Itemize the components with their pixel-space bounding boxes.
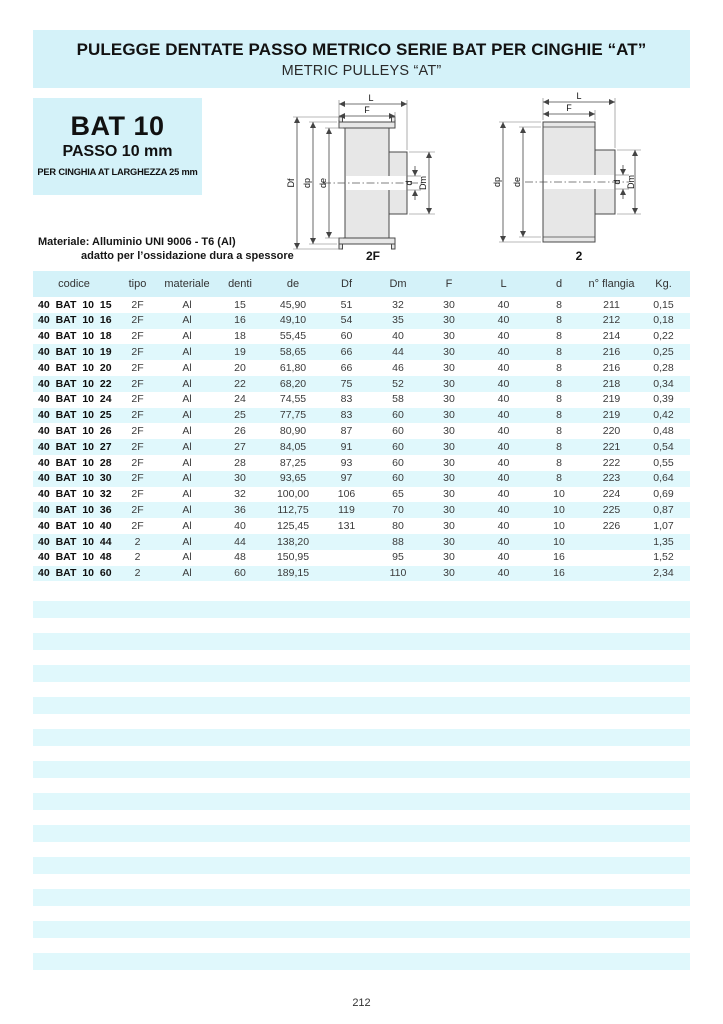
cell: 2F [131, 425, 144, 438]
cell: Al [182, 361, 192, 374]
table-row [33, 360, 690, 376]
column-header: Df [320, 271, 373, 297]
cell: 214 [602, 330, 621, 343]
page-subtitle: METRIC PULLEYS “AT” [281, 63, 442, 79]
cell: 40 [497, 551, 510, 564]
table-row [33, 313, 690, 329]
cell-codice: 40 BAT 10 44 [38, 535, 112, 548]
product-pitch: PASSO 10 mm [62, 143, 173, 160]
cell-codice: 40 BAT 10 32 [38, 488, 112, 501]
cell: 95 [392, 551, 404, 564]
cell [320, 534, 373, 550]
cell: 150,95 [276, 551, 310, 564]
cell: 32 [392, 298, 404, 311]
cell: Al [182, 377, 192, 390]
cell [586, 566, 637, 582]
cell: 8 [556, 314, 562, 327]
empty-stripe [33, 665, 690, 682]
cell: 224 [602, 488, 621, 501]
cell: 40 [497, 393, 510, 406]
cell: 40 [497, 377, 510, 390]
cell: 0,55 [653, 456, 674, 469]
cell: 48 [234, 551, 246, 564]
cell: 40 [497, 346, 510, 359]
cell: 77,75 [279, 409, 307, 422]
table-row [33, 502, 690, 518]
cell: 119 [338, 504, 355, 516]
cell: 91 [340, 440, 353, 453]
cell: Al [182, 409, 192, 422]
cell: 40 [497, 519, 510, 532]
cell: 58,65 [279, 346, 307, 359]
cell: 2 [134, 551, 141, 564]
cell: 30 [234, 472, 246, 485]
cell: 88 [392, 535, 404, 548]
cell: 218 [602, 377, 621, 390]
column-header: L [475, 271, 532, 297]
cell: Al [182, 440, 192, 453]
cell: 40 [392, 330, 404, 343]
cell: 2F [131, 314, 144, 327]
cell: Al [182, 504, 192, 516]
empty-stripe [33, 697, 690, 714]
cell: Al [182, 551, 192, 564]
cell: 83 [340, 393, 353, 406]
dim-label-L: L [368, 93, 374, 103]
cell: 2F [131, 409, 144, 422]
cell: 28 [234, 456, 246, 469]
cell: 216 [602, 361, 621, 374]
cell: 0,54 [653, 440, 674, 453]
cell: 219 [602, 393, 621, 406]
cell: 66 [340, 346, 353, 359]
cell: 0,39 [653, 393, 674, 406]
cell: 80,90 [279, 425, 307, 438]
empty-stripe [33, 889, 690, 906]
cell: 40 [234, 519, 246, 532]
cell: 35 [392, 314, 404, 327]
product-box [33, 98, 202, 195]
table-row [33, 297, 690, 313]
cell: 0,42 [653, 409, 674, 422]
cell: 30 [443, 298, 455, 311]
cell: 106 [337, 488, 356, 501]
cell: 20 [234, 361, 246, 374]
cell: 212 [602, 314, 621, 327]
pulley-diagram-2f [283, 88, 441, 262]
cell: Al [182, 519, 192, 532]
cell: 30 [443, 330, 455, 343]
cell: 93 [340, 456, 353, 469]
cell [586, 534, 637, 550]
dim-label-L: L [576, 91, 582, 101]
table-header-row [33, 271, 690, 297]
cell: 0,15 [653, 298, 674, 311]
table-row [33, 487, 690, 503]
cell: 10 [553, 504, 565, 516]
cell: 30 [443, 456, 455, 469]
cell: 66 [340, 361, 353, 374]
cell: 60 [234, 567, 246, 580]
cell: Al [182, 472, 192, 485]
cell: 1,52 [653, 551, 674, 564]
empty-stripe [33, 825, 690, 842]
table-row [33, 392, 690, 408]
cell: 131 [337, 519, 356, 532]
empty-stripe [33, 729, 690, 746]
cell: 8 [556, 456, 562, 469]
cell: 55,45 [279, 330, 307, 343]
column-header: d [532, 271, 586, 297]
cell: Al [182, 567, 192, 580]
cell-codice: 40 BAT 10 27 [38, 440, 112, 453]
cell: 2F [131, 361, 144, 374]
material-note [38, 236, 294, 263]
cell: 225 [602, 504, 621, 516]
cell-codice: 40 BAT 10 15 [38, 298, 112, 311]
cell: 2F [131, 504, 144, 516]
cell: 93,65 [279, 472, 307, 485]
cell: 8 [556, 361, 562, 374]
column-header: Kg. [637, 271, 690, 297]
cell: 40 [497, 567, 510, 580]
cell: 60 [392, 409, 404, 422]
cell: Al [182, 314, 192, 327]
page-title: PULEGGE DENTATE PASSO METRICO SERIE BAT PER CINGHIE “AT” [76, 40, 647, 59]
cell: 24 [234, 393, 246, 406]
cell: 8 [556, 393, 562, 406]
table-row [33, 550, 690, 566]
cell: 0,34 [653, 377, 674, 390]
cell: 2F [131, 393, 144, 406]
material-line-2: adatto per l’ossidazione dura a spessore [81, 249, 294, 262]
cell: 60 [392, 472, 404, 485]
cell: 8 [556, 409, 562, 422]
cell: 138,20 [276, 535, 310, 548]
table-row [33, 344, 690, 360]
cell: 0,48 [653, 425, 674, 438]
diagram-caption-2: 2 [575, 249, 583, 262]
cell: 19 [234, 346, 246, 359]
cell: 2F [131, 440, 144, 453]
dim-label-dp: dp [302, 177, 312, 189]
dim-label-d: d [612, 179, 622, 185]
empty-stripe [33, 761, 690, 778]
table-row [33, 518, 690, 534]
cell: 8 [556, 377, 562, 390]
cell: 219 [602, 409, 621, 422]
dim-label-Dm: Dm [626, 175, 636, 189]
cell: 2F [131, 346, 144, 359]
cell: 16 [553, 551, 565, 564]
cell: 2F [131, 298, 144, 311]
dim-label-dp: dp [492, 176, 502, 188]
cell: 87 [340, 425, 353, 438]
cell: Al [182, 298, 192, 311]
cell: 46 [392, 361, 404, 374]
cell: 30 [443, 377, 455, 390]
cell: 0,64 [653, 472, 674, 485]
column-header: denti [214, 271, 266, 297]
cell: 60 [392, 425, 404, 438]
cell: 30 [443, 567, 455, 580]
cell: 30 [443, 535, 455, 548]
cell: 80 [392, 519, 404, 532]
cell: 61,80 [279, 361, 307, 374]
cell: 40 [497, 298, 510, 311]
cell: Al [182, 346, 192, 359]
table-row [33, 408, 690, 424]
cell: 112,75 [277, 504, 309, 516]
empty-stripe [33, 793, 690, 810]
cell: 25 [234, 409, 246, 422]
cell: 36 [234, 504, 246, 516]
product-belt-note: PER CINGHIA AT LARGHEZZA 25 mm [37, 167, 198, 177]
table-row [33, 329, 690, 345]
cell: 40 [497, 488, 510, 501]
product-name: BAT 10 [70, 111, 165, 141]
cell: 221 [602, 440, 621, 453]
cell: 40 [497, 440, 510, 453]
cell: 2,34 [653, 567, 674, 580]
cell: 40 [497, 472, 510, 485]
table-row [33, 439, 690, 455]
cell: 45,90 [279, 298, 307, 311]
cell: 26 [234, 425, 246, 438]
cell: 10 [553, 535, 565, 548]
column-header: de [266, 271, 320, 297]
cell: 44 [234, 535, 246, 548]
cell: 30 [443, 314, 455, 327]
cell: 40 [497, 314, 510, 327]
cell: 2F [131, 488, 144, 501]
empty-stripe [33, 633, 690, 650]
cell-codice: 40 BAT 10 28 [38, 456, 112, 469]
cell-codice: 40 BAT 10 60 [38, 567, 112, 580]
cell: 60 [392, 440, 404, 453]
cell-codice: 40 BAT 10 48 [38, 551, 112, 564]
cell: Al [182, 330, 192, 343]
cell-codice: 40 BAT 10 20 [38, 361, 112, 374]
cell: 40 [497, 504, 510, 516]
cell: 30 [443, 519, 455, 532]
cell: 30 [443, 393, 455, 406]
cell: 223 [602, 472, 621, 485]
dim-label-de: de [318, 177, 328, 189]
cell: 30 [443, 488, 455, 501]
cell-codice: 40 BAT 10 30 [38, 472, 112, 485]
cell: 27 [234, 440, 246, 453]
cell-codice: 40 BAT 10 18 [38, 330, 112, 343]
table-row [33, 566, 690, 582]
cell: 0,25 [653, 346, 674, 359]
cell: 226 [602, 519, 621, 532]
cell: 15 [234, 298, 246, 311]
material-line-1: Materiale: Alluminio UNI 9006 - T6 (Al) [38, 236, 236, 248]
cell: 30 [443, 440, 455, 453]
cell: 0,18 [653, 314, 674, 327]
cell: 75 [340, 377, 353, 390]
cell: 0,22 [653, 330, 674, 343]
cell: 30 [443, 504, 455, 516]
cell: 70 [392, 504, 404, 516]
cell: 2 [134, 567, 141, 580]
table-row [33, 534, 690, 550]
dim-label-d: d [404, 180, 414, 186]
cell: 49,10 [279, 314, 307, 327]
cell: 40 [497, 409, 510, 422]
cell-codice: 40 BAT 10 36 [38, 504, 112, 516]
cell-codice: 40 BAT 10 26 [38, 425, 112, 438]
cell: 83 [340, 409, 353, 422]
cell-codice: 40 BAT 10 22 [38, 377, 112, 390]
cell: 58 [392, 393, 404, 406]
cell: 10 [553, 519, 565, 532]
cell: 0,28 [653, 361, 674, 374]
cell: 97 [340, 472, 353, 485]
cell-codice: 40 BAT 10 25 [38, 409, 112, 422]
cell: 1,07 [653, 519, 674, 532]
cell: 0,69 [653, 488, 674, 501]
empty-stripe [33, 857, 690, 874]
cell: 16 [553, 567, 565, 580]
cell: 52 [392, 377, 404, 390]
cell: 1,35 [653, 535, 674, 548]
cell: 44 [392, 346, 404, 359]
cell: 216 [602, 346, 621, 359]
cell: 220 [602, 425, 621, 438]
cell: 18 [234, 330, 246, 343]
cell: 40 [497, 330, 510, 343]
cell: 2F [131, 456, 144, 469]
cell: 10 [553, 488, 565, 501]
table-row [33, 471, 690, 487]
cell: 125,45 [276, 519, 310, 532]
cell: 2F [131, 472, 144, 485]
empty-stripe [33, 953, 690, 970]
cell: 32 [234, 488, 246, 501]
table-row [33, 455, 690, 471]
cell: 0,87 [653, 504, 674, 516]
page-number: 212 [352, 997, 371, 1009]
cell: 68,20 [279, 377, 307, 390]
cell: 2F [131, 519, 144, 532]
empty-stripe [33, 601, 690, 618]
column-header: codice [33, 271, 115, 297]
cell: Al [182, 535, 192, 548]
cell [320, 550, 373, 566]
cell: 40 [497, 535, 510, 548]
cell: 51 [340, 298, 353, 311]
dim-label-F: F [566, 103, 572, 113]
cell: Al [182, 456, 192, 469]
cell [586, 550, 637, 566]
table-row [33, 423, 690, 439]
cell: 8 [556, 346, 562, 359]
cell: 22 [234, 377, 246, 390]
cell: 40 [497, 425, 510, 438]
cell: 8 [556, 330, 562, 343]
dim-label-Df: Df [286, 178, 296, 188]
dim-label-de: de [512, 176, 522, 188]
table-row [33, 376, 690, 392]
cell: Al [182, 425, 192, 438]
cell: 30 [443, 472, 455, 485]
cell: 74,55 [279, 393, 307, 406]
cell: 30 [443, 425, 455, 438]
cell: 2 [134, 535, 141, 548]
column-header: Dm [373, 271, 423, 297]
cell: 65 [392, 488, 404, 501]
dim-label-F: F [364, 105, 370, 115]
cell: 87,25 [279, 456, 307, 469]
cell: 8 [556, 472, 562, 485]
cell: 2F [131, 330, 144, 343]
cell-codice: 40 BAT 10 24 [38, 393, 112, 406]
cell [320, 566, 373, 582]
cell: 110 [389, 567, 407, 580]
diagram-caption-2f: 2F [365, 249, 381, 262]
cell: 30 [443, 409, 455, 422]
cell: 60 [392, 456, 404, 469]
cell: 100,00 [276, 488, 310, 501]
cell: 40 [497, 456, 510, 469]
cell: 8 [556, 440, 562, 453]
cell: 8 [556, 298, 562, 311]
cell-codice: 40 BAT 10 40 [38, 519, 112, 532]
cell: 60 [340, 330, 353, 343]
empty-stripe [33, 921, 690, 938]
cell: 16 [234, 314, 246, 327]
table-body [33, 297, 690, 581]
cell: 211 [603, 298, 620, 311]
cell-codice: 40 BAT 10 16 [38, 314, 112, 327]
cell: 40 [497, 361, 510, 374]
cell-codice: 40 BAT 10 19 [38, 346, 112, 359]
cell: Al [182, 393, 192, 406]
column-header: F [423, 271, 475, 297]
cell: 30 [443, 346, 455, 359]
pulley-diagram-2 [479, 88, 644, 262]
cell: 2F [131, 377, 144, 390]
cell: 8 [556, 425, 562, 438]
cell: 30 [443, 361, 455, 374]
cell: 222 [602, 456, 621, 469]
column-header: n° flangia [586, 271, 637, 297]
column-header: tipo [115, 271, 160, 297]
cell: Al [182, 488, 192, 501]
page-header-band [33, 30, 690, 88]
dim-label-Dm: Dm [418, 176, 428, 190]
column-header: materiale [160, 271, 214, 297]
cell: 84,05 [279, 440, 307, 453]
cell: 54 [340, 314, 353, 327]
cell: 189,15 [276, 567, 310, 580]
cell: 30 [443, 551, 455, 564]
spec-table [33, 271, 690, 581]
